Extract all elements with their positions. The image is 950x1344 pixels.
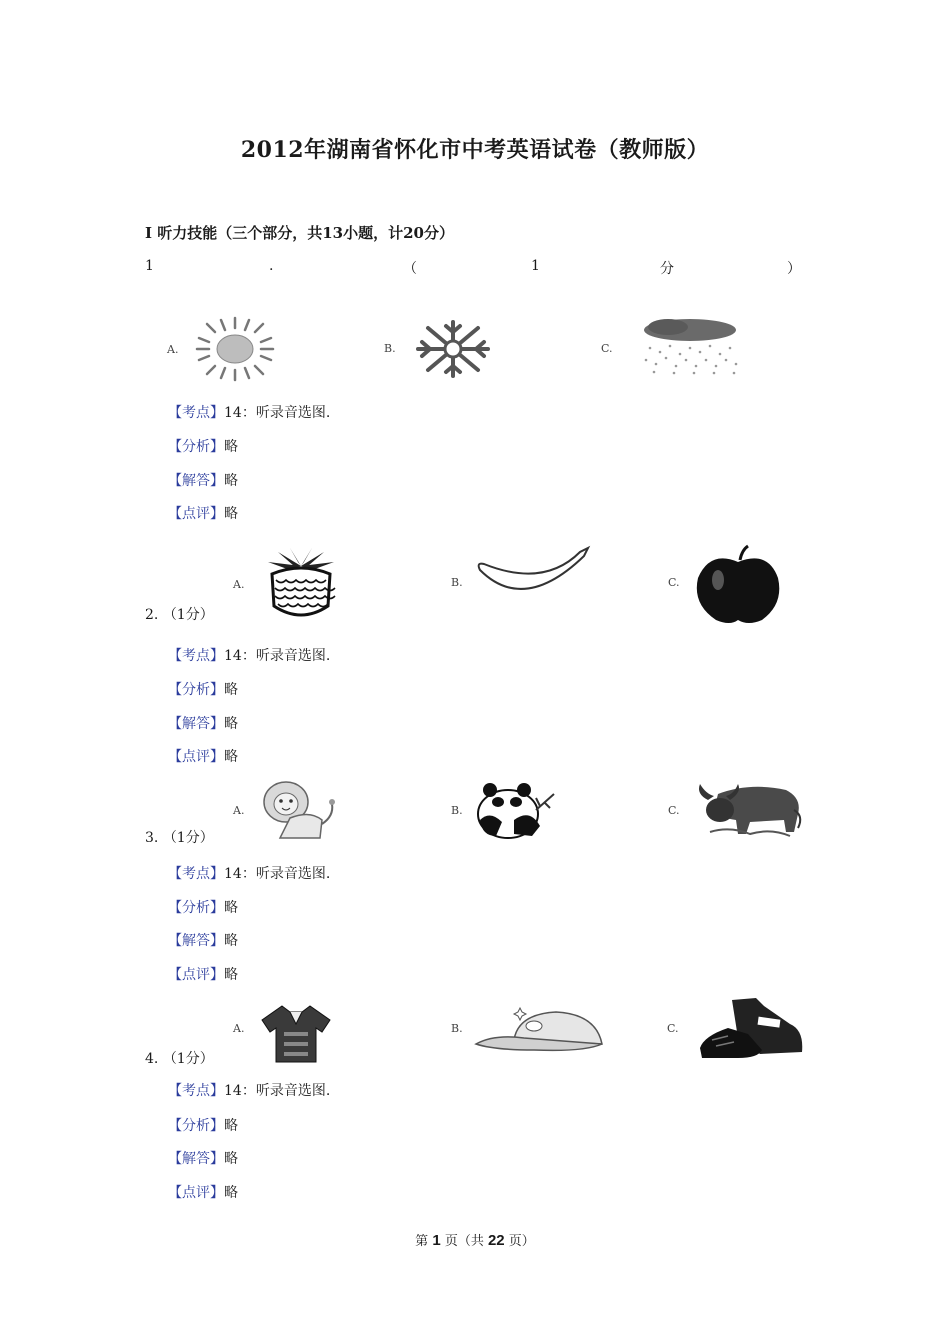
buffalo-icon — [690, 780, 806, 842]
question-1-header: 1 . （ 1 分 ） — [145, 258, 801, 277]
page-title: 2012年湖南省怀化市中考英语试卷（教师版） — [240, 137, 710, 163]
snow-cloud-icon — [638, 318, 744, 376]
q1-dianping: 【点评】略 — [168, 506, 238, 522]
q3-kaodian: 【考点】14：听录音选图. — [168, 866, 331, 882]
question-2-number: 2. （1分） — [145, 607, 214, 623]
q3-fenxi: 【分析】略 — [168, 900, 238, 916]
q4-dianping: 【点评】略 — [168, 1185, 238, 1201]
q4-fenxi: 【分析】略 — [168, 1118, 238, 1134]
cap-icon — [474, 1004, 606, 1054]
q3-jieda: 【解答】略 — [168, 933, 238, 949]
shirt-icon — [260, 1002, 332, 1064]
section-heading: Ⅰ 听力技能（三个部分，共13小题，计20分） — [145, 224, 454, 242]
banana-icon — [474, 544, 592, 606]
q2-fenxi: 【分析】略 — [168, 682, 238, 698]
shoes-icon — [698, 996, 806, 1062]
question-1-number: 1 — [145, 258, 154, 274]
q3-dianping: 【点评】略 — [168, 967, 238, 983]
q1-jieda: 【解答】略 — [168, 473, 238, 489]
total-pages: 22 — [487, 1232, 505, 1249]
q2-dianping: 【点评】略 — [168, 749, 238, 765]
question-4-number: 4. （1分） — [145, 1051, 214, 1067]
q1-fenxi: 【分析】略 — [168, 439, 238, 455]
sun-icon — [193, 316, 277, 382]
lion-icon — [260, 780, 338, 844]
pineapple-icon — [260, 544, 342, 622]
q4-kaodian: 【考点】14：听录音选图. — [168, 1083, 331, 1099]
page-footer: 第 1 页（共 22 页） — [415, 1232, 535, 1249]
panda-icon — [474, 780, 560, 840]
q1-kaodian: 【考点】14：听录音选图. — [168, 405, 331, 421]
apple-icon — [690, 544, 786, 626]
q2-jieda: 【解答】略 — [168, 716, 238, 732]
current-page: 1 — [432, 1232, 441, 1249]
q4-jieda: 【解答】略 — [168, 1151, 238, 1167]
question-3-number: 3. （1分） — [145, 830, 214, 846]
snowflake-icon — [412, 318, 494, 380]
q2-kaodian: 【考点】14：听录音选图. — [168, 648, 331, 664]
